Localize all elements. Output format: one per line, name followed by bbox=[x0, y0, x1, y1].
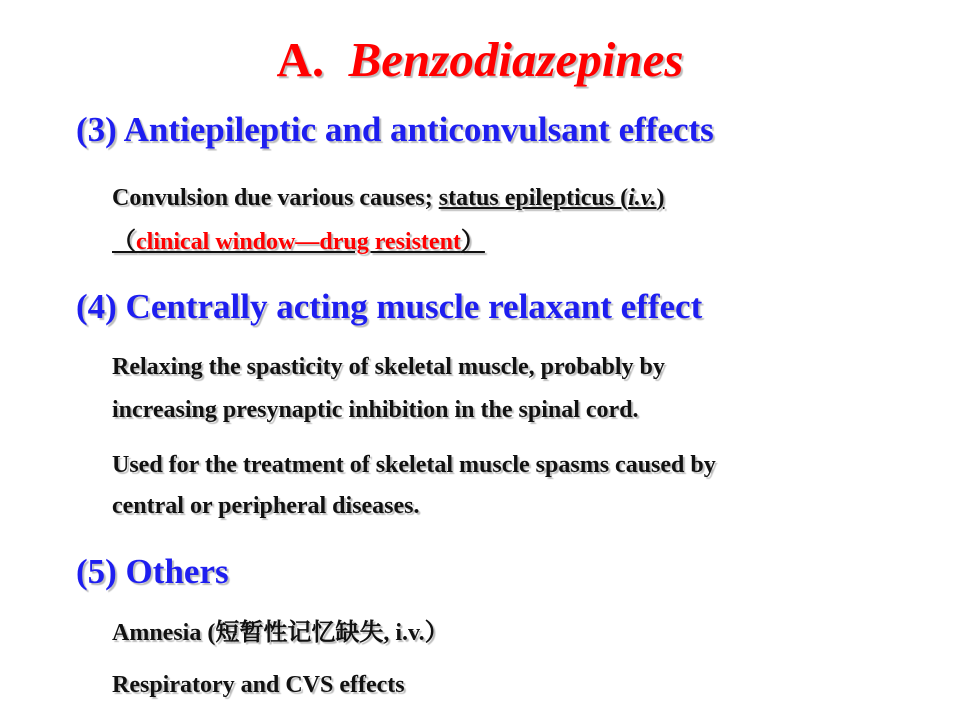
status-close: ) bbox=[656, 185, 665, 211]
iv-text: i.v. bbox=[628, 185, 657, 211]
amnesia-text: Amnesia ( bbox=[112, 620, 216, 646]
convulsion-line bbox=[112, 183, 665, 213]
respiratory-line: Respiratory and CVS effects bbox=[112, 672, 405, 698]
relaxing-line-2: increasing presynaptic inhibition in the spinal cord. bbox=[112, 397, 639, 423]
status-epilepticus-text bbox=[439, 185, 665, 211]
used-for-line-1: Used for the treatment of skeletal muscle spasms caused by bbox=[112, 452, 716, 478]
amnesia-close: ） bbox=[424, 618, 449, 646]
heading-others: (5) Others bbox=[76, 552, 229, 591]
convulsion-text: Convulsion due various causes; bbox=[112, 185, 439, 211]
heading-antiepileptic: (3) Antiepileptic and anticonvulsant effects bbox=[76, 110, 714, 149]
paren-close: ） bbox=[460, 227, 485, 255]
title-prefix: A. bbox=[276, 32, 325, 87]
used-for-line-2: central or peripheral diseases. bbox=[112, 493, 420, 519]
amnesia-cjk: 短暂性记忆缺失 bbox=[215, 618, 384, 646]
relaxing-line-1: Relaxing the spasticity of skeletal muscle, probably by bbox=[112, 354, 665, 380]
clinical-window-line bbox=[112, 226, 485, 257]
paren-open: （ bbox=[112, 227, 136, 255]
heading-muscle-relaxant: (4) Centrally acting muscle relaxant effect bbox=[76, 287, 703, 326]
slide-title bbox=[0, 30, 960, 90]
status-text: status epilepticus ( bbox=[438, 185, 629, 211]
amnesia-line bbox=[112, 617, 449, 648]
amnesia-iv: , i.v. bbox=[383, 620, 425, 646]
title-main: Benzodiazepines bbox=[348, 32, 684, 87]
clinical-window-text: clinical window—drug resistent bbox=[136, 229, 461, 255]
